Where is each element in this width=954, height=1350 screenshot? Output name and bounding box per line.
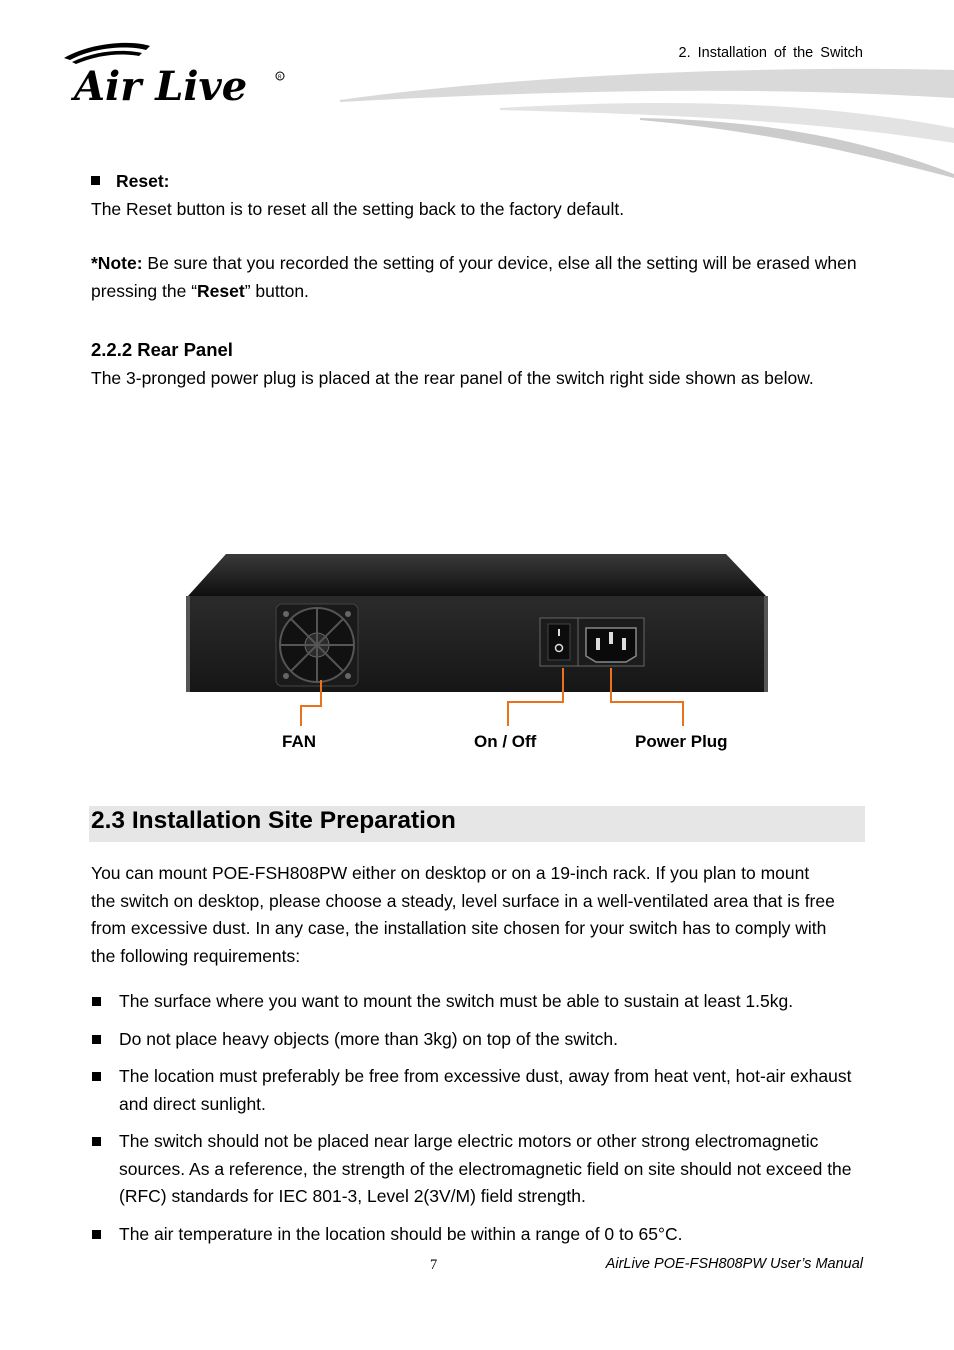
- section-title: 2.3 Installation Site Preparation: [91, 807, 456, 834]
- note-paragraph: [91, 249, 865, 305]
- bullet-icon: [92, 1035, 101, 1044]
- section-intro: You can mount POE-FSH808PW either on desktop or on a 19-inch rack. If you plan to mount the switch on desktop, please choose a steady, level surface in a well-ventilated area that is free from excessive dust. In any case, the installation site chosen for your switch has to comply with the following requirements:: [91, 863, 835, 966]
- list-item: [91, 988, 867, 1016]
- list-item-text: The location must preferably be free from excessive dust, away from heat vent, hot-air exhaust and direct sunlight.: [119, 1066, 852, 1114]
- header-swoosh: [340, 68, 954, 178]
- list-item: [91, 1221, 867, 1249]
- power-plug-icon: [578, 618, 644, 666]
- note-text-end: ” button.: [244, 281, 309, 301]
- bullet-icon: [92, 1230, 101, 1239]
- manual-title: AirLive POE-FSH808PW User’s Manual: [605, 1256, 863, 1272]
- bullet-icon: [92, 1072, 101, 1081]
- note-text: Be sure that you recorded the setting of your device, else all the setting will be erased when pressing the “: [91, 253, 857, 301]
- rear-panel-heading: 2.2.2 Rear Panel: [91, 339, 233, 360]
- airlive-logo: [62, 40, 292, 110]
- list-item-text: The air temperature in the location should be within a range of 0 to 65°C.: [119, 1223, 683, 1244]
- power-plug-label: Power Plug: [635, 732, 728, 751]
- fan-icon: [276, 604, 358, 686]
- note-label: *Note:: [91, 253, 143, 273]
- onoff-label: On / Off: [474, 732, 537, 751]
- bullet-icon: [92, 1137, 101, 1146]
- power-switch-icon: [540, 618, 578, 666]
- brand-wordmark: Air Live: [74, 63, 248, 110]
- svg-text:R: R: [278, 74, 282, 81]
- list-item: [91, 1063, 859, 1118]
- fan-label: FAN: [282, 732, 316, 751]
- running-header: 2. Installation of the Switch: [678, 45, 863, 61]
- list-item-text: Do not place heavy objects (more than 3kg) on top of the switch.: [119, 1028, 619, 1049]
- rear-panel-figure: [186, 552, 768, 757]
- bullet-icon: [92, 997, 101, 1006]
- requirements-list: [91, 988, 867, 1248]
- reset-text: The Reset button is to reset all the setting back to the factory default.: [91, 199, 625, 219]
- list-item-text: The switch should not be placed near large electric motors or other strong electromagnetic sources. As a reference, the strength of the electromagnetic field on site should not exceed the (RFC) standards for IEC 801-3, Level 2(3V/M) field strength.: [119, 1131, 852, 1206]
- bullet-icon: [91, 176, 100, 185]
- note-bold: Reset: [197, 281, 245, 301]
- rear-panel-text: The 3-pronged power plug is placed at the rear panel of the switch right side shown as below.: [91, 368, 814, 388]
- reset-heading: Reset:: [116, 171, 170, 191]
- list-item: [91, 1026, 867, 1054]
- page-number: 7: [430, 1257, 438, 1273]
- list-item-text: The surface where you want to mount the switch must be able to sustain at least 1.5kg.: [119, 991, 794, 1011]
- list-item: [91, 1128, 867, 1211]
